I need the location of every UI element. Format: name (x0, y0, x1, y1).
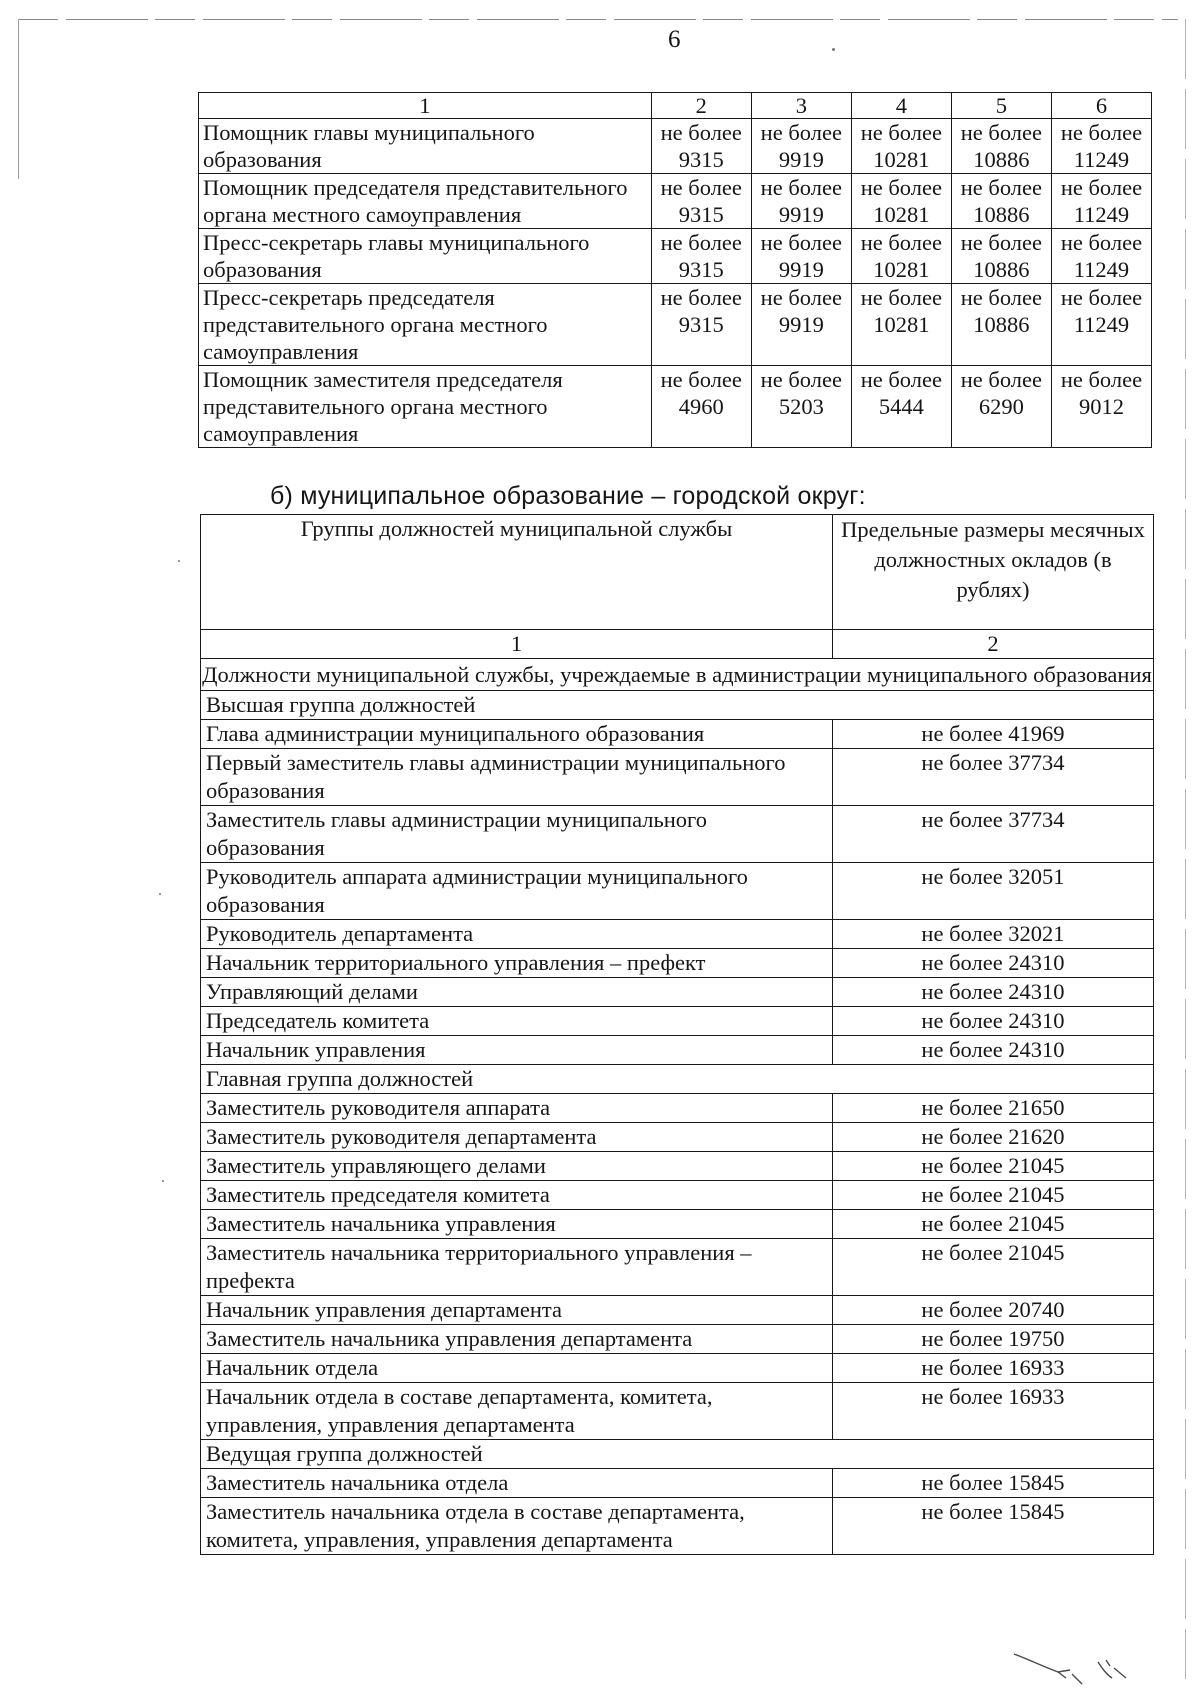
salary-value: не более 21045 (833, 1181, 1154, 1210)
group-title-row (201, 1440, 1154, 1469)
table-row (199, 174, 1152, 229)
salary-prefix: не более (760, 175, 842, 200)
section-title-row (201, 659, 1154, 691)
salary-number: 11249 (1073, 312, 1130, 337)
column-number: 3 (751, 93, 851, 119)
salary-number: 10281 (873, 202, 930, 227)
salary-value (751, 284, 851, 366)
salary-value (1051, 119, 1151, 174)
position-name: Заместитель начальника отдела в составе департамента, комитета, управления, управления департамента (201, 1498, 833, 1555)
salary-value (651, 229, 751, 284)
table-row (201, 1354, 1154, 1383)
salary-number: 9315 (678, 147, 724, 172)
salary-prefix: не более (660, 367, 742, 392)
scan-speck (159, 893, 161, 895)
scan-border-right (1185, 19, 1186, 1679)
salary-table-city-district (200, 514, 1154, 1555)
position-name: Заместитель начальника управления департамента (201, 1325, 833, 1354)
position-name: Заместитель председателя комитета (201, 1181, 833, 1210)
position-name: Первый заместитель главы администрации муниципального образования (201, 749, 833, 806)
group-title: Высшая группа должностей (201, 691, 1154, 720)
salary-number: 11249 (1073, 147, 1130, 172)
salary-number: 5444 (878, 394, 924, 419)
salary-value: не более 32021 (833, 920, 1154, 949)
table-row (201, 1498, 1154, 1555)
salary-prefix: не более (760, 120, 842, 145)
position-name: Пресс-секретарь председателя представительного органа местного самоуправления (199, 284, 652, 366)
salary-prefix: не более (1060, 230, 1143, 255)
header-position-groups: Группы должностей муниципальной службы (201, 515, 833, 630)
salary-number: 10886 (973, 312, 1030, 337)
position-name: Заместитель главы администрации муниципального образования (201, 806, 833, 863)
salary-prefix: не более (660, 285, 742, 310)
column-number: 2 (651, 93, 751, 119)
salary-value (1051, 366, 1151, 448)
salary-value: не более 21045 (833, 1239, 1154, 1296)
table-row (201, 1152, 1154, 1181)
salary-value (851, 229, 951, 284)
salary-number: 5203 (778, 394, 824, 419)
salary-prefix: не более (860, 120, 942, 145)
scan-speck (162, 1180, 164, 1182)
salary-value (751, 366, 851, 448)
salary-prefix: не более (860, 230, 942, 255)
salary-value (751, 229, 851, 284)
salary-value: не более 24310 (833, 978, 1154, 1007)
salary-value: не более 21650 (833, 1094, 1154, 1123)
group-title-row (201, 1065, 1154, 1094)
scan-border-top (18, 19, 1178, 20)
table-row (199, 366, 1152, 448)
table-row (201, 1094, 1154, 1123)
salary-prefix: не более (860, 367, 942, 392)
scan-border-left (18, 19, 19, 179)
salary-value: не более 19750 (833, 1325, 1154, 1354)
position-name: Заместитель начальника территориального управления – префекта (201, 1239, 833, 1296)
position-name: Помощник главы муниципального образования (199, 119, 652, 174)
signature-mark (1010, 1648, 1150, 1692)
salary-value (651, 284, 751, 366)
salary-value: не более 21045 (833, 1210, 1154, 1239)
salary-prefix: не более (960, 285, 1042, 310)
section-title-text: Должности муниципальной службы, учреждаемые в администрации муниципального образования (202, 662, 1152, 687)
table-row (201, 863, 1154, 920)
position-name: Заместитель руководителя аппарата (201, 1094, 833, 1123)
salary-value (951, 229, 1051, 284)
salary-value (951, 284, 1051, 366)
table-row (201, 1123, 1154, 1152)
salary-value (651, 366, 751, 448)
salary-prefix: не более (960, 367, 1042, 392)
salary-number: 9919 (778, 202, 824, 227)
position-name: Заместитель руководителя департамента (201, 1123, 833, 1152)
position-name: Начальник управления (201, 1036, 833, 1065)
position-name: Заместитель начальника управления (201, 1210, 833, 1239)
salary-prefix: не более (1060, 367, 1143, 392)
salary-number: 10886 (973, 257, 1030, 282)
salary-prefix: не более (960, 230, 1042, 255)
header-salary-limits (833, 515, 1154, 630)
table-row (201, 1007, 1154, 1036)
position-name: Председатель комитета (201, 1007, 833, 1036)
salary-number: 9919 (778, 147, 824, 172)
table-row (201, 806, 1154, 863)
table-row (201, 920, 1154, 949)
group-title: Главная группа должностей (201, 1065, 1154, 1094)
salary-number: 11249 (1073, 257, 1130, 282)
salary-value: не более 37734 (833, 806, 1154, 863)
position-name: Начальник отдела (201, 1354, 833, 1383)
table-row (199, 284, 1152, 366)
position-name: Начальник управления департамента (201, 1296, 833, 1325)
column-number: 1 (201, 630, 833, 659)
salary-prefix: не более (660, 230, 742, 255)
salary-value: не более 16933 (833, 1354, 1154, 1383)
header-salary-limits-text: Предельные размеры месячных должностных окладов (в рублях) (841, 517, 1145, 602)
table-row (201, 1469, 1154, 1498)
salary-prefix: не более (660, 120, 742, 145)
position-name: Начальник отдела в составе департамента, комитета, управления, управления департамента (201, 1383, 833, 1440)
salary-number: 9315 (678, 257, 724, 282)
salary-number: 10886 (973, 147, 1030, 172)
salary-prefix: не более (660, 175, 742, 200)
salary-value: не более 20740 (833, 1296, 1154, 1325)
salary-value (1051, 174, 1151, 229)
salary-number: 11249 (1073, 202, 1130, 227)
column-number: 6 (1051, 93, 1151, 119)
salary-prefix: не более (760, 367, 842, 392)
table-row (201, 749, 1154, 806)
column-number-row (199, 93, 1152, 119)
salary-number: 6290 (978, 394, 1024, 419)
position-name: Руководитель аппарата администрации муниципального образования (201, 863, 833, 920)
salary-value: не более 32051 (833, 863, 1154, 920)
salary-value (951, 174, 1051, 229)
salary-value: не более 37734 (833, 749, 1154, 806)
group-title-row (201, 691, 1154, 720)
table-row (201, 1296, 1154, 1325)
salary-value (851, 366, 951, 448)
salary-prefix: не более (1060, 175, 1143, 200)
salary-value: не более 21045 (833, 1152, 1154, 1181)
scan-speck (178, 560, 180, 562)
salary-number: 4960 (678, 394, 724, 419)
salary-value (851, 119, 951, 174)
salary-value: не более 24310 (833, 1036, 1154, 1065)
section-title (201, 659, 1154, 691)
position-name: Руководитель департамента (201, 920, 833, 949)
column-number-row (201, 630, 1154, 659)
salary-value (751, 119, 851, 174)
salary-number: 9012 (1078, 394, 1124, 419)
position-name: Заместитель начальника отдела (201, 1469, 833, 1498)
column-number: 4 (851, 93, 951, 119)
salary-prefix: не более (760, 285, 842, 310)
position-name: Помощник председателя представительного органа местного самоуправления (199, 174, 652, 229)
position-name: Заместитель управляющего делами (201, 1152, 833, 1181)
scan-speck (832, 48, 835, 51)
salary-prefix: не более (1060, 120, 1143, 145)
salary-table-municipal-formation (198, 92, 1152, 448)
salary-number: 9315 (678, 312, 724, 337)
table-row (201, 1036, 1154, 1065)
salary-number: 10281 (873, 312, 930, 337)
salary-value (851, 284, 951, 366)
salary-value (851, 174, 951, 229)
table-header-row (201, 515, 1154, 630)
salary-value (951, 366, 1051, 448)
salary-number: 10886 (973, 202, 1030, 227)
table-row (201, 949, 1154, 978)
salary-value: не более 24310 (833, 949, 1154, 978)
table-row (199, 229, 1152, 284)
table-row (201, 978, 1154, 1007)
salary-number: 9919 (778, 257, 824, 282)
salary-value: не более 21620 (833, 1123, 1154, 1152)
table-row (201, 1383, 1154, 1440)
salary-prefix: не более (960, 175, 1042, 200)
salary-number: 10281 (873, 257, 930, 282)
salary-value (651, 119, 751, 174)
position-name: Управляющий делами (201, 978, 833, 1007)
salary-value (751, 174, 851, 229)
salary-number: 9919 (778, 312, 824, 337)
salary-prefix: не более (1060, 285, 1143, 310)
column-number: 5 (951, 93, 1051, 119)
table-row (199, 119, 1152, 174)
salary-number: 9315 (678, 202, 724, 227)
table-row (201, 1181, 1154, 1210)
salary-value: не более 41969 (833, 720, 1154, 749)
salary-value (951, 119, 1051, 174)
group-title: Ведущая группа должностей (201, 1440, 1154, 1469)
table-row (201, 1210, 1154, 1239)
position-name: Помощник заместителя председателя представительного органа местного самоуправления (199, 366, 652, 448)
salary-prefix: не более (860, 285, 942, 310)
salary-value (1051, 229, 1151, 284)
position-name: Глава администрации муниципального образования (201, 720, 833, 749)
salary-value (1051, 284, 1151, 366)
position-name: Пресс-секретарь главы муниципального образования (199, 229, 652, 284)
salary-number: 10281 (873, 147, 930, 172)
column-number: 2 (833, 630, 1154, 659)
salary-value: не более 24310 (833, 1007, 1154, 1036)
salary-prefix: не более (960, 120, 1042, 145)
salary-prefix: не более (860, 175, 942, 200)
table-row (201, 1239, 1154, 1296)
section-subheading: б) муниципальное образование – городской округ: (270, 482, 866, 510)
salary-value: не более 15845 (833, 1498, 1154, 1555)
salary-value: не более 16933 (833, 1383, 1154, 1440)
position-name: Начальник территориального управления – префект (201, 949, 833, 978)
salary-value (651, 174, 751, 229)
table-row (201, 1325, 1154, 1354)
table-row (201, 720, 1154, 749)
salary-value: не более 15845 (833, 1469, 1154, 1498)
column-number: 1 (199, 93, 652, 119)
salary-prefix: не более (760, 230, 842, 255)
page-number: 6 (668, 26, 681, 53)
